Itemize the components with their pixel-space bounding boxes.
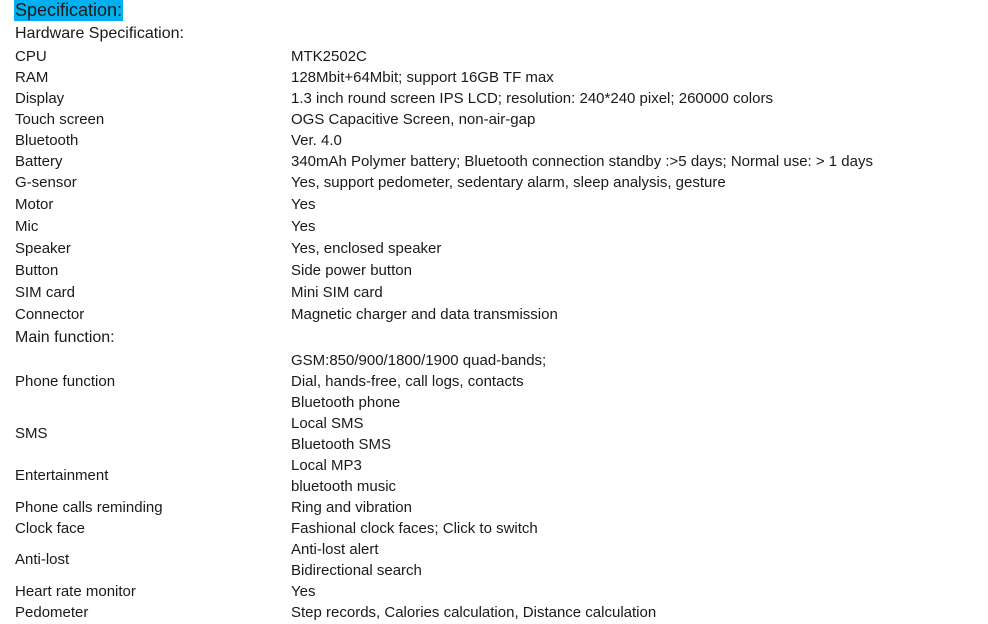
spec-value: MTK2502C — [291, 48, 367, 65]
spec-label: CPU — [15, 48, 47, 65]
spec-label: Anti-lost — [15, 551, 70, 568]
value-line: GSM:850/900/1800/1900 quad-bands; — [291, 352, 547, 369]
value-line: Local MP3 — [291, 457, 362, 474]
spec-value: Ver. 4.0 — [291, 132, 342, 149]
spec-value: OGS Capacitive Screen, non-air-gap — [291, 111, 536, 128]
spec-label: Entertainment — [15, 467, 109, 484]
spec-label: Battery — [15, 153, 63, 170]
spec-value: Mini SIM card — [291, 284, 383, 301]
spec-value: 340mAh Polymer battery; Bluetooth connection standby :>5 days; Normal use: > 1 days — [291, 153, 873, 170]
value-line: Anti-lost alert — [291, 541, 379, 558]
spec-label: Mic — [15, 218, 39, 235]
spec-label: Heart rate monitor — [15, 583, 136, 600]
spec-value: Yes, enclosed speaker — [291, 240, 442, 257]
value-line: Bluetooth phone — [291, 394, 401, 411]
spec-label: G-sensor — [15, 174, 77, 191]
value-line: Bluetooth SMS — [291, 436, 392, 453]
spec-label: Speaker — [15, 240, 71, 257]
spec-label: Pedometer — [15, 604, 89, 621]
hardware-heading: Hardware Specification: — [15, 25, 184, 42]
spec-value: Yes, support pedometer, sedentary alarm, sleep analysis, gesture — [291, 174, 726, 191]
spec-label: SMS — [15, 425, 48, 442]
spec-label: SIM card — [15, 284, 76, 301]
spec-label: Bluetooth — [15, 132, 79, 149]
spec-label: Connector — [15, 306, 85, 323]
spec-value: Ring and vibration — [291, 499, 412, 516]
spec-value: Side power button — [291, 262, 412, 279]
spec-label: Button — [15, 262, 59, 279]
spec-value — [291, 455, 396, 497]
value-line: Bidirectional search — [291, 562, 422, 579]
spec-value: Magnetic charger and data transmission — [291, 306, 558, 323]
spec-value: Yes — [291, 583, 316, 600]
spec-value: 1.3 inch round screen IPS LCD; resolution: 240*240 pixel; 260000 colors — [291, 90, 773, 107]
spec-value — [291, 539, 422, 581]
spec-label: Clock face — [15, 520, 86, 537]
spec-value: Yes — [291, 218, 316, 235]
spec-label: RAM — [15, 69, 49, 86]
spec-label: Display — [15, 90, 65, 107]
spec-label: Motor — [15, 196, 54, 213]
value-line: Dial, hands-free, call logs, contacts — [291, 373, 524, 390]
spec-value — [291, 350, 546, 413]
value-line: Local SMS — [291, 415, 364, 432]
spec-value — [291, 413, 391, 455]
spec-value: Yes — [291, 196, 316, 213]
value-line: bluetooth music — [291, 478, 397, 495]
spec-title: Specification: — [15, 0, 123, 20]
spec-value: Fashional clock faces; Click to switch — [291, 520, 538, 537]
spec-value: Step records, Calories calculation, Distance calculation — [291, 604, 657, 621]
spec-value: 128Mbit+64Mbit; support 16GB TF max — [291, 69, 554, 86]
main-function-heading: Main function: — [15, 329, 115, 346]
spec-label: Phone calls reminding — [15, 499, 163, 516]
spec-label: Phone function — [15, 373, 116, 390]
spec-label: Touch screen — [15, 111, 105, 128]
